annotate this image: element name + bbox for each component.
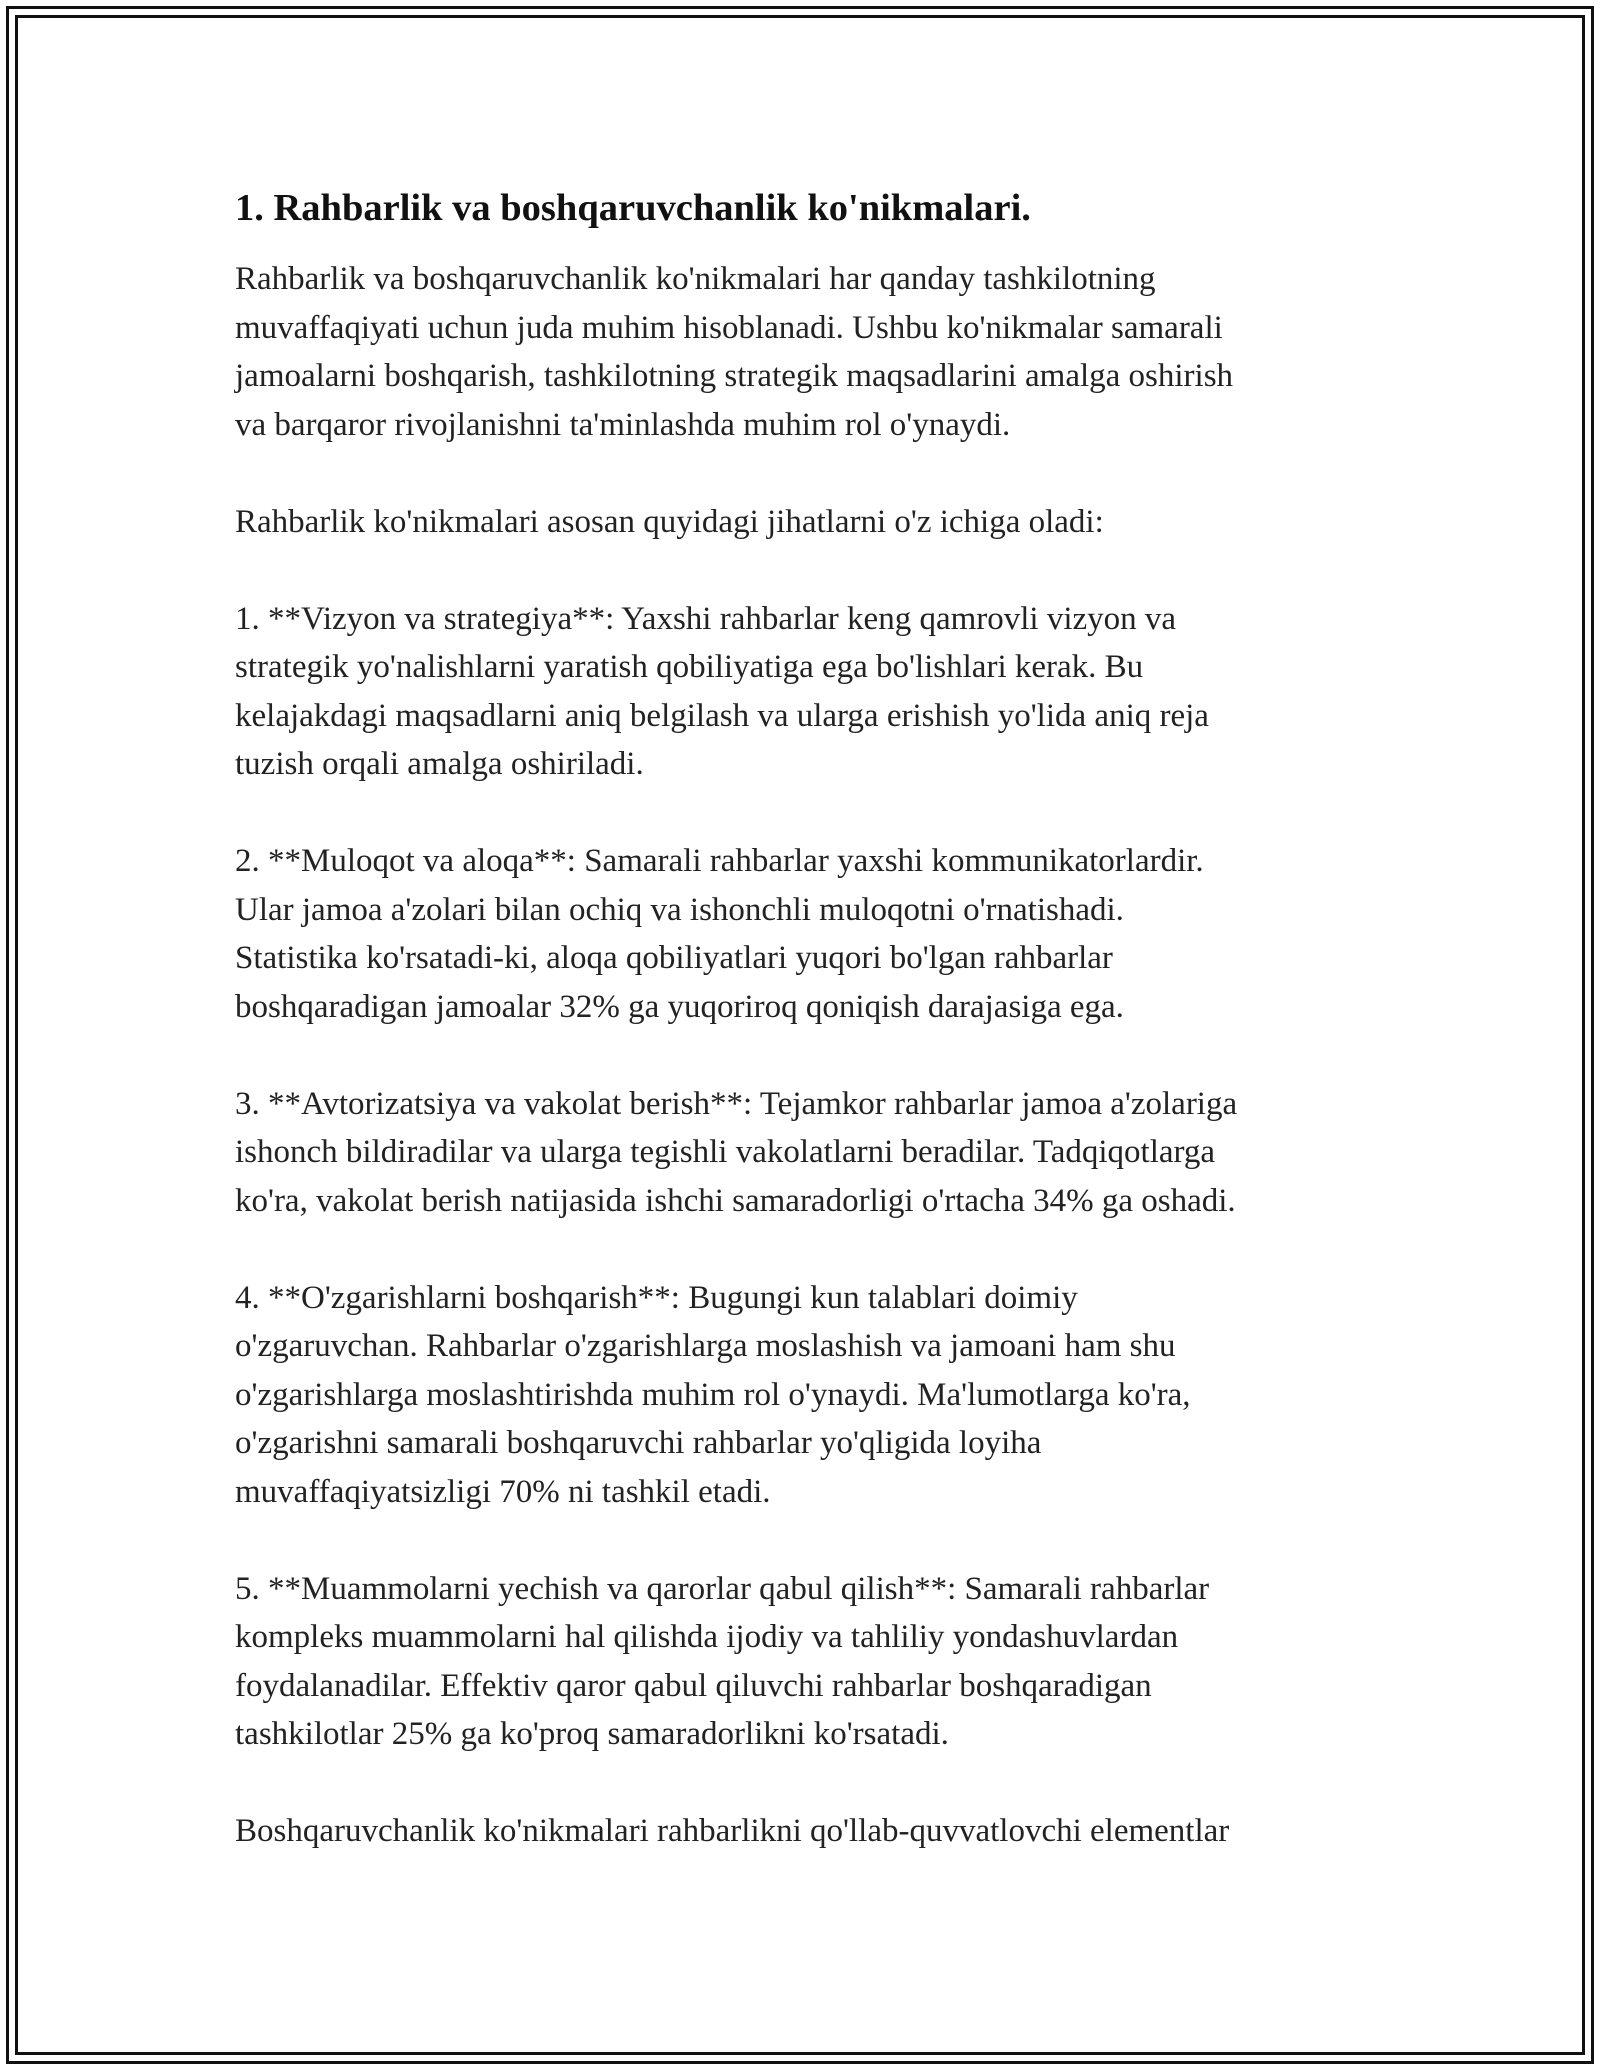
text-line: Statistika ko'rsatadi-ki, aloqa qobiliyatlari yuqori bo'lgan rahbarlar <box>235 940 1113 976</box>
paragraph-item-1 <box>235 595 1375 789</box>
paragraph-item-4 <box>235 1274 1375 1517</box>
text-line: muvaffaqiyatsizligi 70% ni tashkil etadi. <box>235 1473 771 1510</box>
paragraph-aspects-intro <box>235 498 1375 547</box>
text-line: tashkilotlar 25% ga ko'proq samaradorlikni ko'rsatadi. <box>235 1716 949 1752</box>
section-heading: 1. Rahbarlik va boshqaruvchanlik ko'nikmalari. <box>235 187 1031 229</box>
text-line: foydalanadilar. Effektiv qaror qabul qiluvchi rahbarlar boshqaradigan <box>235 1667 1152 1704</box>
paragraph-intro <box>235 255 1375 449</box>
text-line: kelajakdagi maqsadlarni aniq belgilash va ularga erishish yo'lida aniq reja <box>235 697 1209 734</box>
text-line: o'zgarishni samarali boshqaruvchi rahbarlar yo'qligida loyiha <box>235 1425 1042 1461</box>
text-line: 5. **Muammolarni yechish va qarorlar qabul qilish**: Samarali rahbarlar <box>235 1570 1210 1607</box>
text-line: 3. **Avtorizatsiya va vakolat berish**: Tejamkor rahbarlar jamoa a'zolariga <box>235 1085 1238 1122</box>
text-line: Boshqaruvchanlik ko'nikmalari rahbarlikni qo'llab-quvvatlovchi elementlar <box>235 1813 1230 1849</box>
paragraph-item-2 <box>235 837 1375 1031</box>
paragraph-item-5 <box>235 1565 1375 1759</box>
text-line: ishonch bildiradilar va ularga tegishli vakolatlarni beradilar. Tadqiqotlarga <box>235 1134 1216 1170</box>
text-line: ko'ra, vakolat berish natijasida ishchi samaradorligi o'rtacha 34% ga oshadi. <box>235 1182 1236 1219</box>
text-line: muvaffaqiyati uchun juda muhim hisoblanadi. Ushbu ko'nikmalar samarali <box>235 309 1223 346</box>
text-line: o'zgarishlarga moslashtirishda muhim rol o'ynaydi. Ma'lumotlarga ko'ra, <box>235 1376 1191 1413</box>
text-line: 4. **O'zgarishlarni boshqarish**: Bugungi kun talablari doimiy <box>235 1279 1078 1316</box>
text-line: tuzish orqali amalga oshiriladi. <box>235 746 644 782</box>
text-line: Rahbarlik ko'nikmalari asosan quyidagi jihatlarni o'z ichiga oladi: <box>235 503 1104 540</box>
document-body <box>235 184 1375 1904</box>
text-line: o'zgaruvchan. Rahbarlar o'zgarishlarga moslashish va jamoani ham shu <box>235 1328 1176 1364</box>
paragraph-management-intro <box>235 1807 1375 1856</box>
text-line: Rahbarlik va boshqaruvchanlik ko'nikmalari har qanday tashkilotning <box>235 261 1156 297</box>
text-line: Ular jamoa a'zolari bilan ochiq va ishonchli muloqotni o'rnatishadi. <box>235 891 1124 928</box>
text-line: boshqaradigan jamoalar 32% ga yuqoriroq qoniqish darajasiga ega. <box>235 988 1124 1025</box>
text-line: kompleks muammolarni hal qilishda ijodiy va tahliliy yondashuvlardan <box>235 1619 1179 1655</box>
text-line: strategik yo'nalishlarni yaratish qobiliyatiga ega bo'lishlari kerak. Bu <box>235 649 1144 685</box>
text-line: jamoalarni boshqarish, tashkilotning strategik maqsadlarini amalga oshirish <box>235 358 1234 394</box>
text-line: 2. **Muloqot va aloqa**: Samarali rahbarlar yaxshi kommunikatorlardir. <box>235 843 1204 879</box>
text-line: va barqaror rivojlanishni ta'minlashda muhim rol o'ynaydi. <box>235 406 1011 443</box>
text-line: 1. **Vizyon va strategiya**: Yaxshi rahbarlar keng qamrovli vizyon va <box>235 600 1177 637</box>
paragraph-item-3 <box>235 1080 1375 1226</box>
